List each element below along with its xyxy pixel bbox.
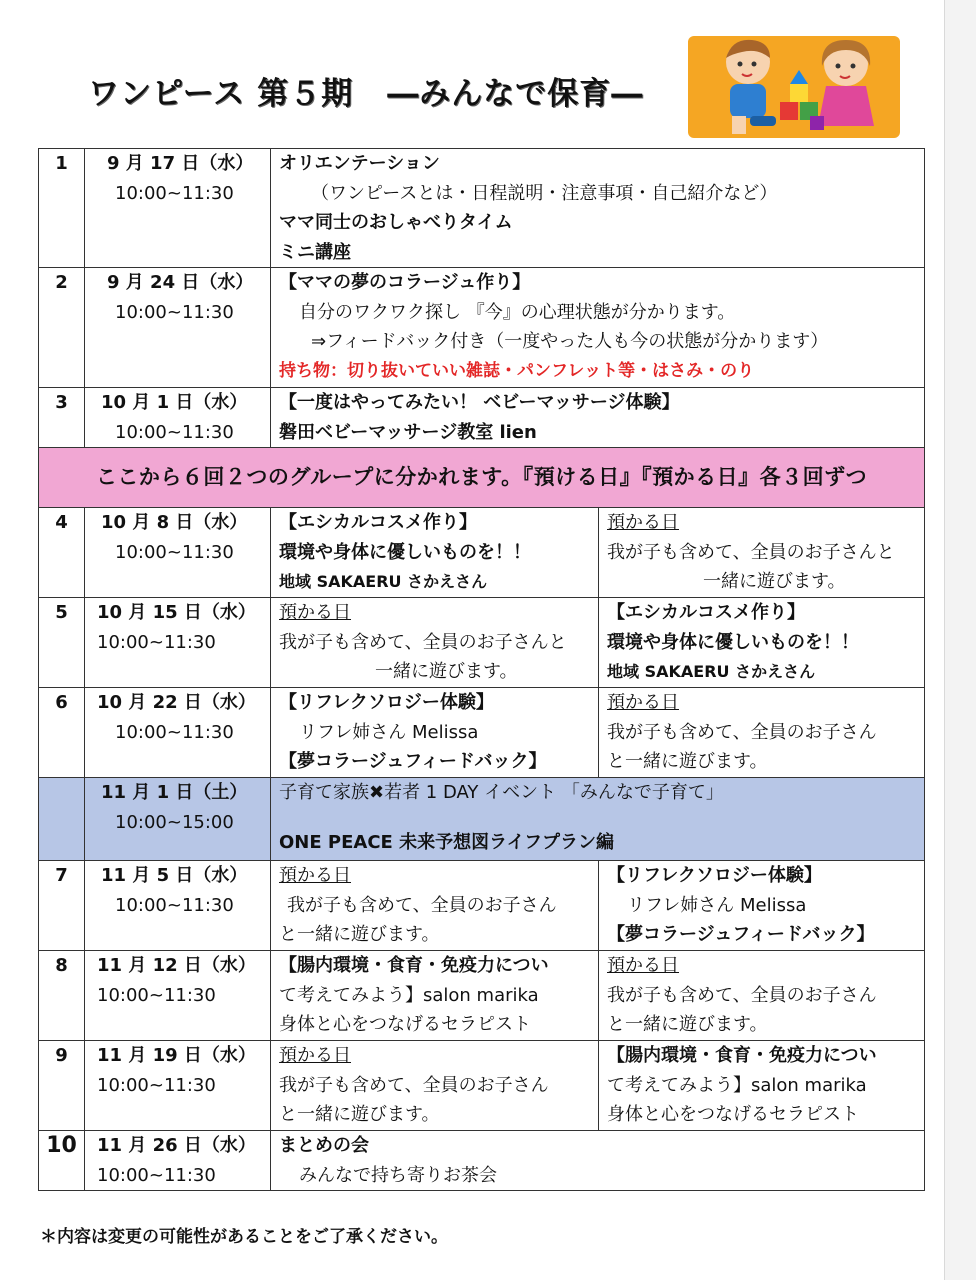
session-date: 10 月 22 日（水） 10:00~11:30 [85,688,271,778]
session-date: 11 月 1 日（土） 10:00~15:00 [85,778,271,861]
session-number: 6 [39,688,85,778]
table-row [39,861,925,951]
table-row [39,268,925,388]
session-date: 11 月 5 日（水） 10:00~11:30 [85,861,271,951]
session-date: 10 月 1 日（水） 10:00~11:30 [85,388,271,448]
group-a-content: 【腸内環境・食育・免疫力につい て考えてみよう】salon marika 身体と心をつなげるセラピスト [271,951,599,1041]
session-date: 10 月 8 日（水） 10:00~11:30 [85,508,271,598]
session-date: 10 月 15 日（水） 10:00~11:30 [85,598,271,688]
table-row [39,1041,925,1131]
session-number: 8 [39,951,85,1041]
group-split-banner [39,448,925,508]
session-content: まとめの会 みんなで持ち寄りお茶会 [271,1131,925,1191]
group-b-content: 【腸内環境・食育・免疫力につい て考えてみよう】salon marika 身体と心をつなげるセラピスト [599,1041,925,1131]
group-b-content: 【エシカルコスメ作り】 環境や身体に優しいものを！！ 地域 SAKAERU さかえさん [599,598,925,688]
session-number: 2 [39,268,85,388]
table-row [39,388,925,448]
table-row [39,688,925,778]
table-row [39,598,925,688]
page-right-margin [944,0,976,1280]
group-b-content: 預かる日 我が子も含めて、全員のお子さんと 一緒に遊びます。 [599,508,925,598]
items-to-bring-note: 持ち物：切り抜いていい雑誌・パンフレット等・はさみ・のり [279,360,755,381]
session-date: 11 月 12 日（水） 10:00~11:30 [85,951,271,1041]
page-title: ワンピース 第５期 ―みんなで保育― [88,76,644,112]
session-number: 9 [39,1041,85,1131]
table-row [39,1131,925,1191]
table-row [39,508,925,598]
session-content: 【一度はやってみたい！ ベビーマッサージ体験】 磐田ベビーマッサージ教室 lien [271,388,925,448]
session-content: 【ママの夢のコラージュ作り】 自分のワクワク探し 『今』の心理状態が分かります。 ⇒フィードバック付き（一度やった人も今の状態が分かります） 持ち物：切り抜いていい雑誌・パンフレット等・はさみ・のり [271,268,925,388]
session-date: 11 月 19 日（水） 10:00~11:30 [85,1041,271,1131]
session-number: 1 [39,149,85,268]
session-number: 4 [39,508,85,598]
schedule-table [38,148,925,1191]
group-a-content: 預かる日 我が子も含めて、全員のお子さん と一緒に遊びます。 [271,1041,599,1131]
group-a-content: 【エシカルコスメ作り】 環境や身体に優しいものを！！ 地域 SAKAERU さかえさん [271,508,599,598]
session-date: 9 月 17 日（水） 10:00~11:30 [85,149,271,268]
event-row [39,778,925,861]
banner-text: ここから６回２つのグループに分かれます。『預ける日』『預かる日』各３回ずつ [39,448,925,508]
session-number: 3 [39,388,85,448]
session-date: 11 月 26 日（水） 10:00~11:30 [85,1131,271,1191]
session-number: 5 [39,598,85,688]
group-a-content: 預かる日 我が子も含めて、全員のお子さん と一緒に遊びます。 [271,861,599,951]
table-row [39,951,925,1041]
group-b-content: 預かる日 我が子も含めて、全員のお子さん と一緒に遊びます。 [599,951,925,1041]
table-row [39,149,925,268]
session-number [39,778,85,861]
group-a-content: 【リフレクソロジー体験】 リフレ姉さん Melissa 【夢コラージュフィードバック】 [271,688,599,778]
event-content: 子育て家族✖若者 1 DAY イベント 「みんなで子育て」 ONE PEACE 未来予想図ライフプラン編 [271,778,925,861]
session-content: オリエンテーション （ワンピースとは・日程説明・注意事項・自己紹介など） ママ同士のおしゃべりタイム ミニ講座 [271,149,925,268]
group-b-content: 預かる日 我が子も含めて、全員のお子さん と一緒に遊びます。 [599,688,925,778]
children-playing-blocks-illustration [688,36,900,138]
group-a-content: 預かる日 我が子も含めて、全員のお子さんと 一緒に遊びます。 [271,598,599,688]
session-number: 10 [39,1131,85,1191]
group-b-content: 【リフレクソロジー体験】 リフレ姉さん Melissa 【夢コラージュフィードバック】 [599,861,925,951]
footnote: ＊内容は変更の可能性があることをご了承ください。 [40,1227,448,1247]
session-date: 9 月 24 日（水） 10:00~11:30 [85,268,271,388]
session-number: 7 [39,861,85,951]
